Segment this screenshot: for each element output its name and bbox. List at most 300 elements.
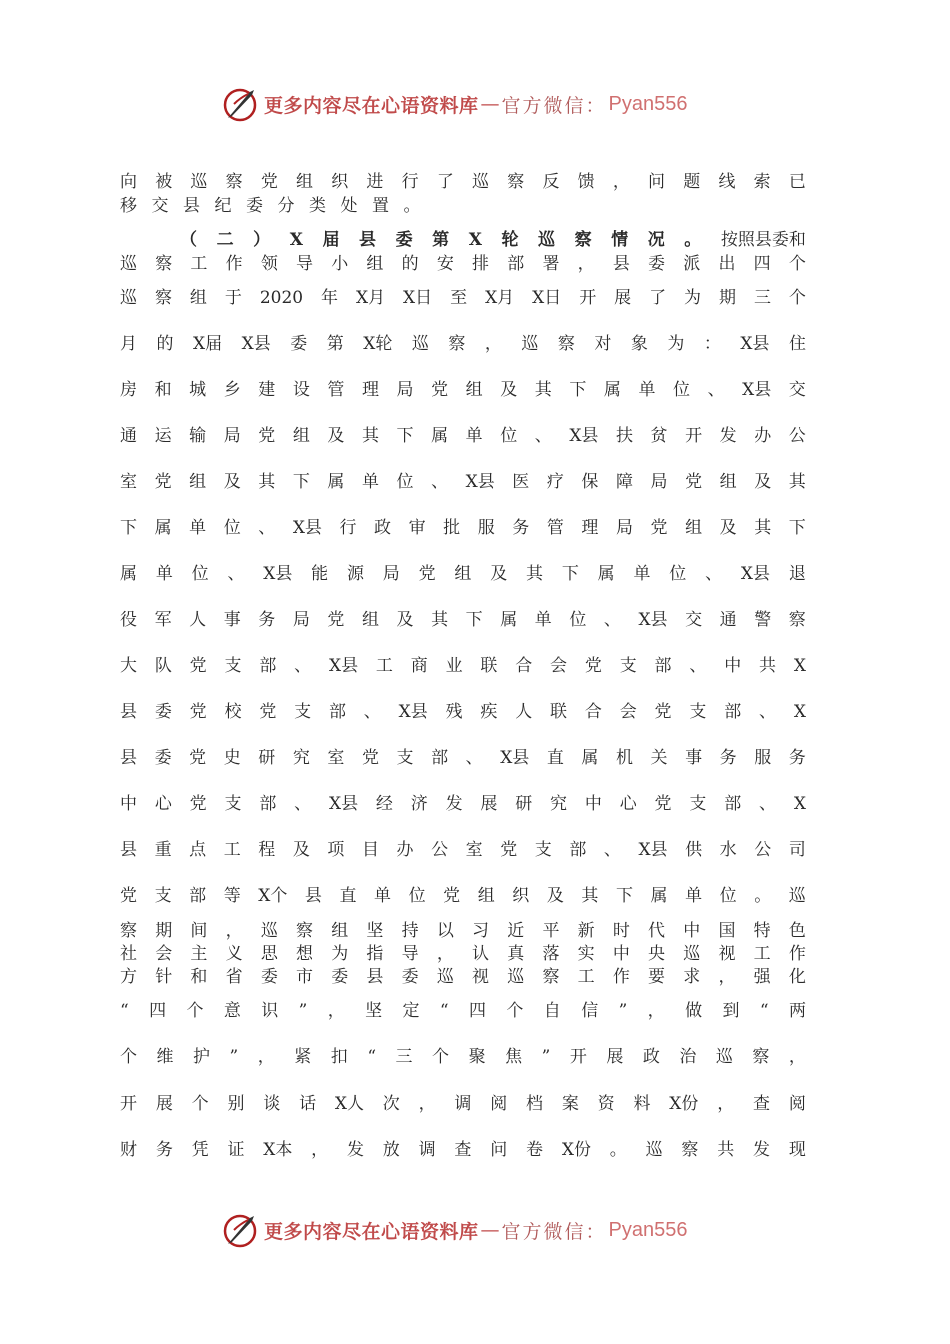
text-token: 焦 (505, 1047, 523, 1067)
text-token: 办 (754, 426, 772, 446)
text-token: 、 (759, 794, 777, 814)
text-token: 组 (296, 172, 314, 192)
text-token: 届 (322, 230, 340, 250)
text-token: 下 (465, 610, 483, 630)
text-token: 房 (120, 380, 137, 400)
text-token: 主 (190, 944, 208, 964)
text-token: 属 (154, 518, 172, 538)
text-token: 方 (120, 967, 137, 987)
text-token: 党 (584, 656, 602, 676)
text-token: 位 (669, 564, 687, 584)
text-token: 发 (719, 426, 737, 446)
text-token: X份 (669, 1094, 699, 1114)
text-token: 工 (753, 944, 771, 964)
text-token: 凭 (191, 1140, 209, 1160)
text-token: 到 (722, 1001, 740, 1021)
text-token: 护 (193, 1047, 211, 1067)
text-token: 已 (788, 172, 806, 192)
text-line (120, 965, 806, 989)
text-token: 资 (597, 1094, 615, 1114)
text-token: 队 (154, 656, 172, 676)
text-token: 部 (724, 702, 742, 722)
text-token: 委 (395, 230, 413, 250)
text-token: 县 (304, 886, 322, 906)
text-token: 的 (156, 334, 174, 354)
text-token: 真 (507, 944, 525, 964)
text-token: 司 (788, 840, 806, 860)
text-token: 组 (366, 254, 384, 274)
text-token: 巡 (120, 288, 137, 308)
text-token: 进 (366, 172, 384, 192)
text-token: 医 (512, 472, 530, 492)
text-token: 习 (472, 921, 490, 941)
text-token: 县 (359, 230, 377, 250)
text-token: 单 (361, 472, 379, 492)
text-token: 其 (534, 380, 552, 400)
text-token: 党 (327, 610, 345, 630)
text-token: 委 (648, 254, 666, 274)
text-token: 代 (648, 921, 666, 941)
text-token: 治 (679, 1047, 697, 1067)
text-token: 党 (120, 886, 137, 906)
text-token: 下 (396, 426, 414, 446)
text-token: 落 (542, 944, 560, 964)
text-token: X人 (334, 1094, 364, 1114)
text-token: 警 (754, 610, 772, 630)
text-token: 县 (120, 748, 137, 768)
text-token: 个 (120, 1047, 137, 1067)
text-token: 问 (490, 1140, 508, 1160)
text-token: 审 (408, 518, 426, 538)
text-line (120, 562, 806, 586)
text-token: 障 (615, 472, 633, 492)
text-token: 理 (581, 518, 599, 538)
text-token: 作 (225, 254, 243, 274)
text-token: 档 (526, 1094, 544, 1114)
text-token: 、 (603, 610, 621, 630)
text-token: 委 (290, 334, 308, 354)
text-token: 识 (261, 1001, 279, 1021)
text-token: X月 (485, 288, 515, 308)
text-token: X轮 (363, 334, 393, 354)
text-token: 室 (120, 472, 137, 492)
text-token: 象 (630, 334, 648, 354)
text-token: 巡 (715, 1047, 733, 1067)
text-token: X日 (403, 288, 433, 308)
text-token: 疗 (546, 472, 564, 492)
banner-wechat-id: Pyan556 (608, 92, 688, 115)
text-token: 其 (258, 472, 276, 492)
text-token: X县 (328, 656, 359, 676)
text-token: 察 (154, 288, 172, 308)
text-token: 问 (648, 172, 666, 192)
text-token: 间 (190, 921, 208, 941)
text-token: 索 (753, 172, 771, 192)
text-token: 巡 (683, 944, 701, 964)
text-token: 委 (401, 967, 419, 987)
text-token: 年 (321, 288, 339, 308)
text-token: X届 (193, 334, 223, 354)
text-token: 省 (225, 967, 243, 987)
text-token: 查 (454, 1140, 472, 1160)
text-token: 况 (647, 230, 665, 250)
text-token: X县 (740, 334, 770, 354)
text-token: 点 (189, 840, 207, 860)
text-token: 部 (189, 886, 207, 906)
text-token: 党 (654, 702, 672, 722)
text-token: 党 (443, 886, 461, 906)
text-token: 务 (788, 748, 806, 768)
text-token: 对 (594, 334, 612, 354)
text-token: 。 (754, 886, 772, 906)
text-token: 属 (603, 380, 621, 400)
text-token: X (793, 656, 806, 676)
text-token: 局 (650, 472, 668, 492)
header-banner (220, 84, 740, 124)
text-token: 、 (227, 564, 245, 584)
text-token: 的 (401, 254, 419, 274)
text-token: 调 (418, 1140, 436, 1160)
text-token: 办 (396, 840, 414, 860)
text-token: 委 (154, 748, 172, 768)
text-token: 视 (472, 967, 490, 987)
text-token: ” (618, 1001, 628, 1021)
text-token: 发 (445, 794, 463, 814)
text-token: 建 (258, 380, 276, 400)
text-token: 共 (759, 656, 777, 676)
text-token: 设 (292, 380, 310, 400)
text-token: 意 (223, 1001, 241, 1021)
text-token: 题 (683, 172, 701, 192)
text-token: 中 (724, 656, 742, 676)
text-token: 开 (685, 426, 703, 446)
text-token: 支 (534, 840, 552, 860)
text-token: 重 (154, 840, 172, 860)
text-token: 了 (436, 172, 454, 192)
text-token: 单 (189, 518, 207, 538)
text-token: 向 (120, 172, 137, 192)
text-token: 、 (294, 794, 312, 814)
text-token: 时 (612, 921, 630, 941)
text-token: 其 (788, 472, 806, 492)
text-token: 坚 (366, 921, 384, 941)
text-token: 程 (258, 840, 276, 860)
text-token: X日 (532, 288, 562, 308)
text-token: 属 (650, 886, 668, 906)
text-token: 室 (327, 748, 345, 768)
text-token: 强 (753, 967, 771, 987)
text-token: 属 (581, 748, 599, 768)
text-token: 役 (120, 610, 137, 630)
text-token: 史 (223, 748, 241, 768)
text-token: 局 (396, 380, 414, 400)
text-token: ， (225, 921, 243, 941)
text-token: 了 (649, 288, 667, 308)
text-token: 三 (395, 1047, 413, 1067)
text-token: 党 (260, 172, 278, 192)
text-token: 作 (788, 944, 806, 964)
text-line (120, 884, 806, 908)
text-token: 、 (707, 380, 725, 400)
text-token: 属 (431, 426, 449, 446)
text-token: 中 (584, 794, 602, 814)
text-token: “ (367, 1047, 377, 1067)
text-token: 求 (683, 967, 701, 987)
text-token: 事 (223, 610, 241, 630)
text-token: ， (257, 1047, 275, 1067)
text-token: 党 (431, 380, 449, 400)
text-token: 组 (189, 288, 207, 308)
text-token: 展 (614, 288, 632, 308)
text-token: 通 (719, 610, 737, 630)
text-token: 作 (612, 967, 630, 987)
text-token: 个 (506, 1001, 524, 1021)
text-token: 心 (154, 794, 172, 814)
text-token: 运 (154, 426, 172, 446)
text-token: 其 (581, 886, 599, 906)
text-token: 部 (724, 794, 742, 814)
text-token: 项 (327, 840, 345, 860)
text-token: 属 (120, 564, 137, 584)
text-token: 组 (331, 921, 349, 941)
banner-title: 更多内容尽在心语资料库 (264, 94, 479, 117)
text-token: 残 (445, 702, 463, 722)
text-token: 组 (465, 380, 483, 400)
text-token: 贫 (650, 426, 668, 446)
text-token: 下 (615, 886, 633, 906)
text-line (120, 170, 806, 194)
text-token: 政 (374, 518, 392, 538)
text-line-heading (180, 228, 806, 252)
footer-banner (220, 1210, 740, 1250)
text-token: 能 (311, 564, 329, 584)
text-token: 个 (186, 1001, 204, 1021)
text-line (120, 1138, 806, 1162)
text-token: 察 (752, 1047, 770, 1067)
text-token: 织 (331, 172, 349, 192)
text-token: 下 (292, 472, 310, 492)
text-token: 单 (638, 380, 656, 400)
text-token: ， (327, 1001, 345, 1021)
text-token: 市 (296, 967, 314, 987)
text-line (120, 999, 806, 1023)
text-token: 位 (719, 886, 737, 906)
text-token: 其 (361, 426, 379, 446)
text-token: 馈 (577, 172, 595, 192)
text-token: 合 (584, 702, 602, 722)
text-token: 党 (654, 794, 672, 814)
text-token: 派 (683, 254, 701, 274)
text-token: 支 (396, 748, 414, 768)
text-token: 四 (753, 254, 771, 274)
text-line (120, 838, 806, 862)
text-token: ， (484, 334, 502, 354)
text-token: 近 (507, 921, 525, 941)
text-token: 针 (155, 967, 173, 987)
text-token: 县 (612, 254, 630, 274)
banner-separator: — (480, 93, 500, 115)
text-token: 中 (120, 794, 137, 814)
text-token: 平 (542, 921, 560, 941)
text-token: ， (612, 172, 630, 192)
text-line (120, 516, 806, 540)
text-token: 属 (327, 472, 345, 492)
text-line (120, 424, 806, 448)
text-token: 察 (120, 921, 137, 941)
text-token: 水 (719, 840, 737, 860)
text-token: 校 (224, 702, 242, 722)
text-token: 第 (432, 230, 450, 250)
text-token: 、 (534, 426, 552, 446)
text-token: 中 (683, 921, 701, 941)
text-token: 位 (500, 426, 518, 446)
text-token: ， (717, 1094, 735, 1114)
text-token: 通 (120, 426, 137, 446)
text-token: 下 (561, 564, 579, 584)
text-token: 、 (705, 564, 723, 584)
text-token: 巡 (788, 886, 806, 906)
text-token: 人 (189, 610, 207, 630)
text-token: 2020 (259, 288, 304, 308)
text-token: 组 (454, 564, 472, 584)
text-token: 、 (603, 840, 621, 860)
text-token: 、 (363, 702, 381, 722)
banner-wechat-id: Pyan556 (608, 1218, 688, 1241)
text-token: 会 (550, 656, 568, 676)
text-token: 交 (788, 380, 806, 400)
text-token: X (289, 230, 303, 250)
text-token: 持 (401, 921, 419, 941)
text-token: 输 (189, 426, 207, 446)
text-token: 支 (294, 702, 312, 722)
text-token: 党 (189, 794, 207, 814)
text-token: 现 (788, 1140, 806, 1160)
text-token: 公 (754, 840, 772, 860)
text-token: X县 (241, 334, 271, 354)
text-token: 察 (542, 967, 560, 987)
text-token: 至 (450, 288, 468, 308)
text-token: 经 (375, 794, 393, 814)
text-token: 单 (155, 564, 173, 584)
text-token: 工 (577, 967, 595, 987)
text-token: 巡 (538, 230, 556, 250)
text-token: 及 (396, 610, 414, 630)
text-token: 领 (260, 254, 278, 274)
text-token: 保 (581, 472, 599, 492)
text-token: 化 (788, 967, 806, 987)
text-token: 组 (361, 610, 379, 630)
text-token: 社 (120, 944, 137, 964)
text-token: 及 (490, 564, 508, 584)
text-token: X个 (258, 886, 288, 906)
text-token: 扣 (330, 1047, 348, 1067)
text-token: 委 (154, 702, 172, 722)
text-token: 线 (718, 172, 736, 192)
text-token: 公 (431, 840, 449, 860)
text-token: 党 (685, 472, 703, 492)
text-token: 究 (550, 794, 568, 814)
text-token: X县 (398, 702, 428, 722)
text-token: 开 (569, 1047, 587, 1067)
text-line (120, 332, 806, 356)
text-token: 工 (223, 840, 241, 860)
text-token: 其 (526, 564, 544, 584)
text-token: 察 (296, 921, 314, 941)
text-token: 单 (633, 564, 651, 584)
text-token: 交 (685, 610, 703, 630)
text-token: 党 (189, 656, 207, 676)
text-token: 排 (472, 254, 490, 274)
text-line (120, 1092, 806, 1116)
text-token: 位 (396, 472, 414, 492)
text-token: 党 (189, 748, 207, 768)
text-token: 为 (331, 944, 349, 964)
text-token: 想 (296, 944, 314, 964)
text-token: 部 (507, 254, 525, 274)
text-token: 要 (648, 967, 666, 987)
text-line (120, 1045, 806, 1069)
text-token: 务 (719, 748, 737, 768)
text-token: 巡 (472, 172, 490, 192)
text-token: 。 (609, 1140, 627, 1160)
text-token: ： (703, 334, 721, 354)
text-token: 巡 (507, 967, 525, 987)
text-token: 巡 (190, 172, 208, 192)
text-line (120, 746, 806, 770)
text-token: 维 (156, 1047, 174, 1067)
text-token: 及 (546, 886, 564, 906)
text-token: 住 (788, 334, 806, 354)
text-token: 心 (619, 794, 637, 814)
text-token: 管 (327, 380, 345, 400)
text-token: ， (311, 1140, 329, 1160)
text-token: 案 (561, 1094, 579, 1114)
text-token: 其 (754, 518, 772, 538)
text-token: 联 (480, 656, 498, 676)
text-token: 直 (546, 748, 564, 768)
text-token: 二 (216, 230, 234, 250)
text-token: ， (647, 1001, 665, 1021)
text-token: 位 (223, 518, 241, 538)
text-token: 以 (436, 921, 454, 941)
text-token: 单 (685, 886, 703, 906)
text-token: 行 (339, 518, 357, 538)
text-line (120, 608, 806, 632)
text-token: 巡 (411, 334, 429, 354)
text-token: 卷 (526, 1140, 544, 1160)
text-token: X县 (328, 794, 359, 814)
text-token: 组 (189, 472, 207, 492)
text-token: 党 (259, 702, 277, 722)
text-token: ， (788, 1047, 806, 1067)
text-token: 究 (292, 748, 310, 768)
text-token: 及 (292, 840, 310, 860)
text-token: 局 (223, 426, 241, 446)
text-token: 小 (331, 254, 349, 274)
text-token: 关 (650, 748, 668, 768)
text-token: 位 (673, 380, 690, 400)
text-token: 研 (515, 794, 533, 814)
text-token: 次 (382, 1094, 400, 1114)
text-token: 党 (154, 472, 172, 492)
text-token: 共 (717, 1140, 735, 1160)
text-token: 情 (611, 230, 629, 250)
text-token: 党 (189, 702, 207, 722)
text-token: 、 (689, 656, 707, 676)
text-token: 服 (754, 748, 772, 768)
text-token: 党 (258, 426, 276, 446)
text-token: 属 (500, 610, 518, 630)
